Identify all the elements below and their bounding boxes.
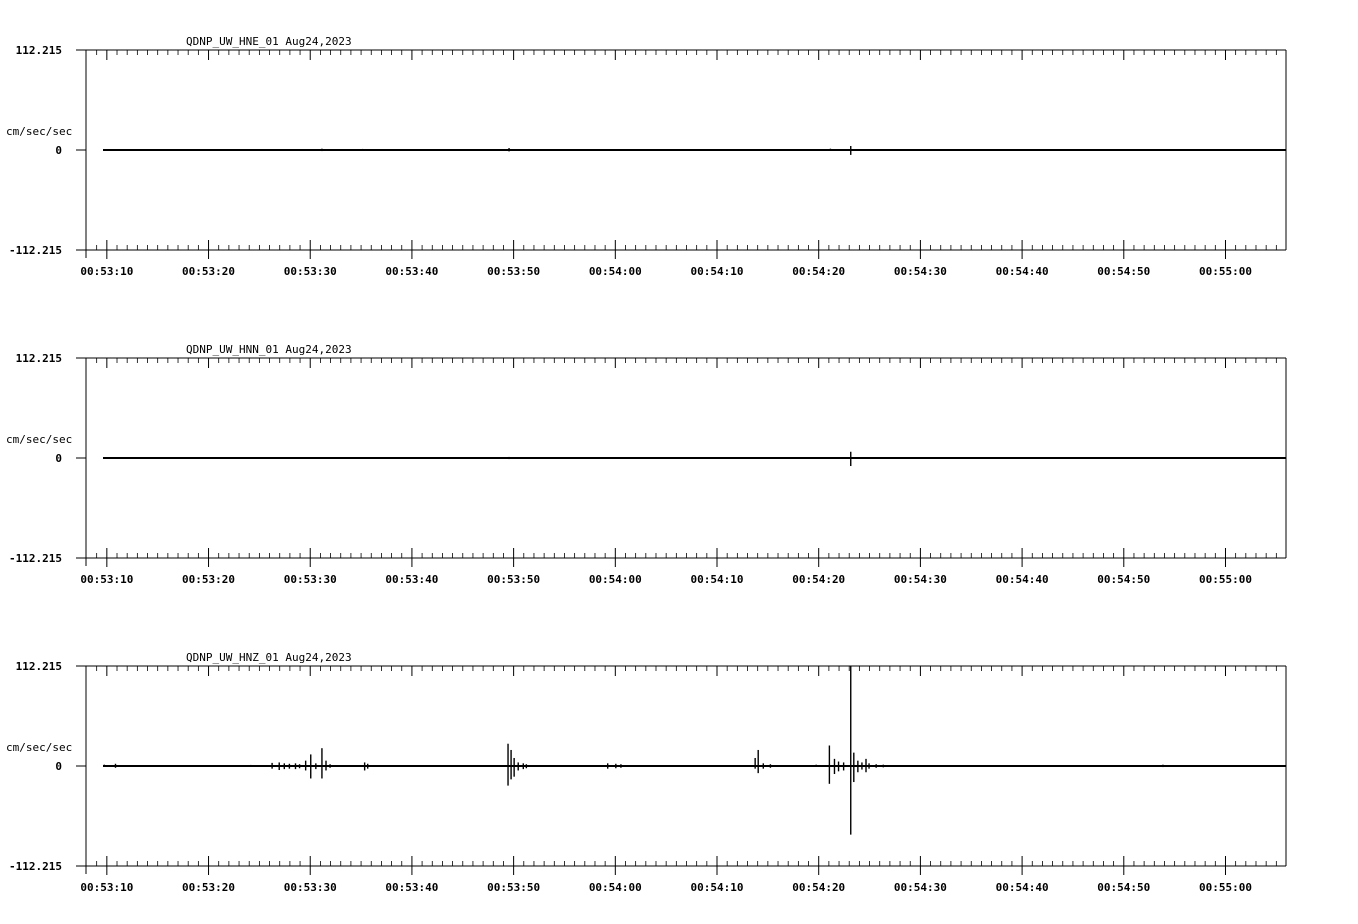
y-tick-label: 112.215 xyxy=(15,44,62,57)
x-tick-label: 00:54:10 xyxy=(690,881,744,894)
channel-panel xyxy=(6,35,1286,278)
x-tick-label: 00:53:40 xyxy=(385,573,439,586)
x-tick-label: 00:53:10 xyxy=(80,265,134,278)
x-tick-label: 00:53:50 xyxy=(487,573,541,586)
y-axis-label: cm/sec/sec xyxy=(6,433,73,446)
x-tick-label: 00:54:20 xyxy=(792,573,846,586)
x-tick-label: 00:54:00 xyxy=(588,265,642,278)
x-tick-label: 00:54:10 xyxy=(690,265,744,278)
x-tick-label: 00:54:20 xyxy=(792,265,846,278)
y-axis-label: cm/sec/sec xyxy=(6,125,73,138)
y-tick-label: 0 xyxy=(55,452,62,465)
y-tick-label: -112.215 xyxy=(9,860,62,873)
channel-title: QDNP_UW_HNE_01 Aug24,2023 xyxy=(186,35,352,48)
x-tick-label: 00:54:40 xyxy=(995,573,1049,586)
y-tick-label: 112.215 xyxy=(15,660,62,673)
x-tick-label: 00:54:50 xyxy=(1097,573,1151,586)
channel-panel xyxy=(6,651,1286,894)
y-tick-label: 0 xyxy=(55,760,62,773)
x-tick-label: 00:55:00 xyxy=(1198,881,1252,894)
x-tick-label: 00:54:30 xyxy=(893,265,947,278)
y-tick-label: -112.215 xyxy=(9,552,62,565)
x-tick-label: 00:53:10 xyxy=(80,573,134,586)
channel-title: QDNP_UW_HNZ_01 Aug24,2023 xyxy=(186,651,352,664)
y-tick-label: -112.215 xyxy=(9,244,62,257)
x-tick-label: 00:53:30 xyxy=(283,265,337,278)
x-tick-label: 00:53:20 xyxy=(182,265,236,278)
x-tick-label: 00:54:10 xyxy=(690,573,744,586)
x-tick-label: 00:53:30 xyxy=(283,881,337,894)
x-tick-label: 00:54:50 xyxy=(1097,265,1151,278)
x-tick-label: 00:53:20 xyxy=(182,573,236,586)
x-tick-label: 00:54:20 xyxy=(792,881,846,894)
x-tick-label: 00:54:00 xyxy=(588,881,642,894)
y-axis-label: cm/sec/sec xyxy=(6,741,73,754)
x-tick-label: 00:54:30 xyxy=(893,881,947,894)
x-tick-label: 00:53:40 xyxy=(385,881,439,894)
x-tick-label: 00:53:40 xyxy=(385,265,439,278)
x-tick-label: 00:54:40 xyxy=(995,265,1049,278)
x-tick-label: 00:53:50 xyxy=(487,881,541,894)
channel-panel xyxy=(6,343,1286,586)
channel-title: QDNP_UW_HNN_01 Aug24,2023 xyxy=(186,343,352,356)
x-tick-label: 00:53:30 xyxy=(283,573,337,586)
x-tick-label: 00:54:00 xyxy=(588,573,642,586)
x-tick-label: 00:54:40 xyxy=(995,881,1049,894)
x-tick-label: 00:55:00 xyxy=(1198,573,1252,586)
x-tick-label: 00:54:30 xyxy=(893,573,947,586)
x-tick-label: 00:53:20 xyxy=(182,881,236,894)
x-tick-label: 00:55:00 xyxy=(1198,265,1252,278)
x-tick-label: 00:53:50 xyxy=(487,265,541,278)
y-tick-label: 0 xyxy=(55,144,62,157)
x-tick-label: 00:53:10 xyxy=(80,881,134,894)
x-tick-label: 00:54:50 xyxy=(1097,881,1151,894)
y-tick-label: 112.215 xyxy=(15,352,62,365)
